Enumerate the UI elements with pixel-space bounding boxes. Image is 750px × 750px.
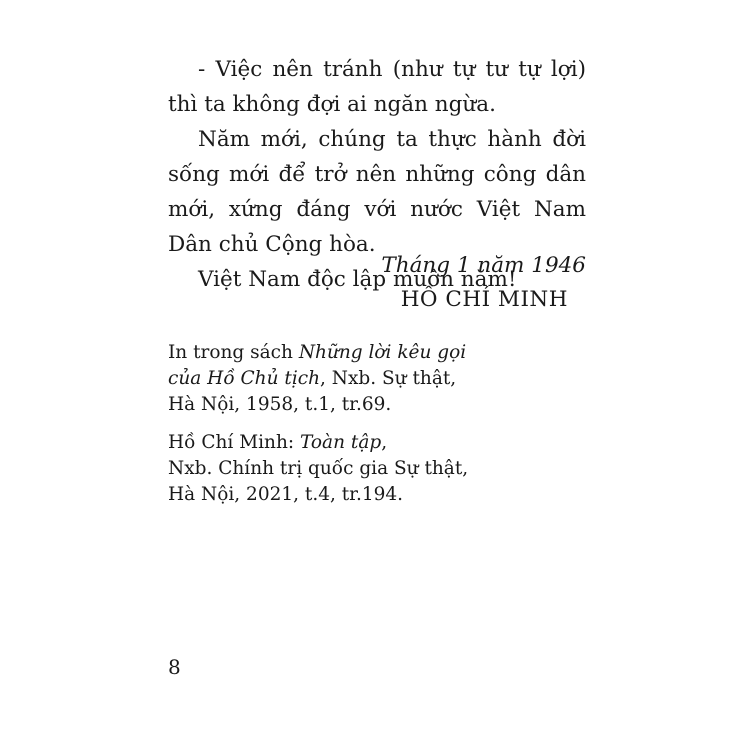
source-1-line-1 xyxy=(168,340,588,366)
paragraph-independence: Việt Nam độc lập muôn năm! xyxy=(198,267,517,292)
source-2-title-suffix: , xyxy=(381,432,388,453)
source-1-line-3: Hà Nội, 1958, t.1, tr.69. xyxy=(168,394,392,415)
signature-date: Tháng 1 năm 1946 xyxy=(381,253,586,278)
source-2-prefix: Hồ Chí Minh: xyxy=(168,432,301,453)
source-2-line-1 xyxy=(168,430,588,456)
paragraph-new-year: Năm mới, chúng ta thực hành đời sống mới để trở nên những công dân mới, xứng đáng với nước Việt Nam Dân chủ Cộng hòa. xyxy=(168,127,586,257)
source-2-title: Toàn tập xyxy=(300,432,382,453)
signature-name: HỒ CHÍ MINH xyxy=(400,287,568,312)
source-notes xyxy=(168,340,588,520)
source-note-1 xyxy=(168,340,588,418)
page-number: 8 xyxy=(168,655,181,679)
source-1-title-part-1: Những lời kêu gọi xyxy=(298,342,467,363)
source-1-line-2 xyxy=(168,366,588,392)
source-1-prefix: In trong sách xyxy=(168,342,299,363)
source-1-title-part-2: của Hồ Chủ tịch xyxy=(168,368,321,389)
paragraph-avoid-selfishness: - Việc nên tránh (như tự tư tự lợi) thì ta không đợi ai ngăn ngừa. xyxy=(168,57,586,117)
source-note-2 xyxy=(168,430,588,508)
source-2-line-2: Nxb. Chính trị quốc gia Sự thật, xyxy=(168,458,469,479)
source-2-line-3: Hà Nội, 2021, t.4, tr.194. xyxy=(168,484,404,505)
source-1-publisher: , Nxb. Sự thật, xyxy=(320,368,457,389)
